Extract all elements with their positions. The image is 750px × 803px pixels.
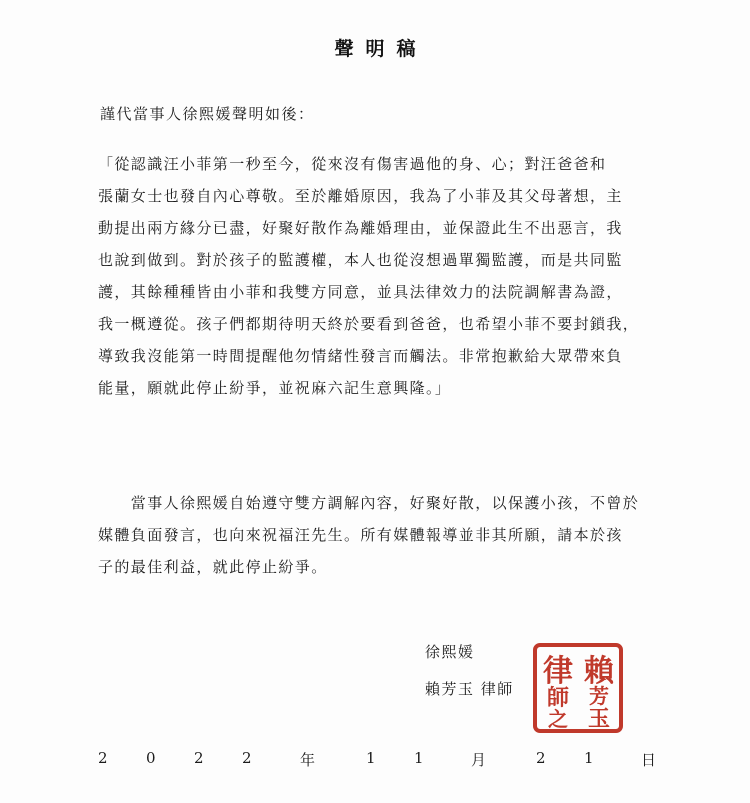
date-year-digit: 2	[242, 749, 252, 767]
seal-char: 芳	[589, 684, 609, 708]
statement-line: 護，其餘種種皆由小菲和我雙方同意，並具法律效力的法院調解書為證，	[98, 283, 623, 301]
date-day-digit: 2	[536, 749, 546, 767]
seal-char: 賴	[584, 654, 614, 689]
seal-char: 玉	[587, 706, 611, 732]
document-date	[0, 749, 750, 771]
date-day-digit: 1	[584, 749, 594, 767]
statement-line: 能量，願就此停止紛爭，並祝麻六記生意興隆。」	[98, 379, 452, 397]
statement-line: 導致我沒能第一時間提醒他勿情緒性發言而觸法。非常抱歉給大眾帶來負	[98, 347, 623, 365]
statement-line: 「從認識汪小菲第一秒至今，從來沒有傷害過他的身、心；對汪爸爸和	[98, 155, 607, 173]
intro-line: 謹代當事人徐熙媛聲明如後：	[100, 105, 315, 123]
date-month-digit: 1	[414, 749, 424, 767]
closing-line: 子的最佳利益，就此停止紛爭。	[98, 558, 328, 576]
statement-line: 張蘭女士也發自內心尊敬。至於離婚原因，我為了小菲及其父母著想，主	[98, 187, 623, 205]
quoted-statement	[98, 148, 658, 404]
date-month-digit: 1	[366, 749, 376, 767]
closing-line: 當事人徐熙媛自始遵守雙方調解內容，好聚好散，以保護小孩，不曾於	[98, 494, 640, 512]
document-title: 聲明稿	[334, 38, 428, 60]
statement-line: 動提出兩方緣分已盡，好聚好散作為離婚理由，並保證此生不出惡言，我	[98, 219, 623, 237]
seal-char: 師	[546, 685, 570, 711]
date-year-digit: 0	[146, 749, 156, 767]
statement-line: 也說到做到。對於孩子的監護權，本人也從沒想過單獨監護，而是共同監	[98, 251, 623, 269]
seal-char: 律	[543, 654, 573, 689]
lawyer-name: 賴芳玉 律師	[425, 680, 514, 698]
statement-line: 我一概遵從。孩子們都期待明天終於要看到爸爸，也希望小菲不要封鎖我，	[98, 315, 640, 333]
signatory-name: 徐熙媛	[425, 643, 475, 661]
closing-line: 媒體負面發言，也向來祝福汪先生。所有媒體報導並非其所願，請本於孩	[98, 526, 623, 544]
date-year-digit: 2	[98, 749, 108, 767]
date-year-label: 年	[300, 751, 316, 769]
lawyer-seal	[531, 641, 625, 735]
closing-paragraph	[98, 487, 658, 583]
date-month-label: 月	[471, 751, 487, 769]
date-day-label: 日	[641, 751, 657, 769]
seal-char: 之	[548, 707, 568, 731]
date-year-digit: 2	[194, 749, 204, 767]
